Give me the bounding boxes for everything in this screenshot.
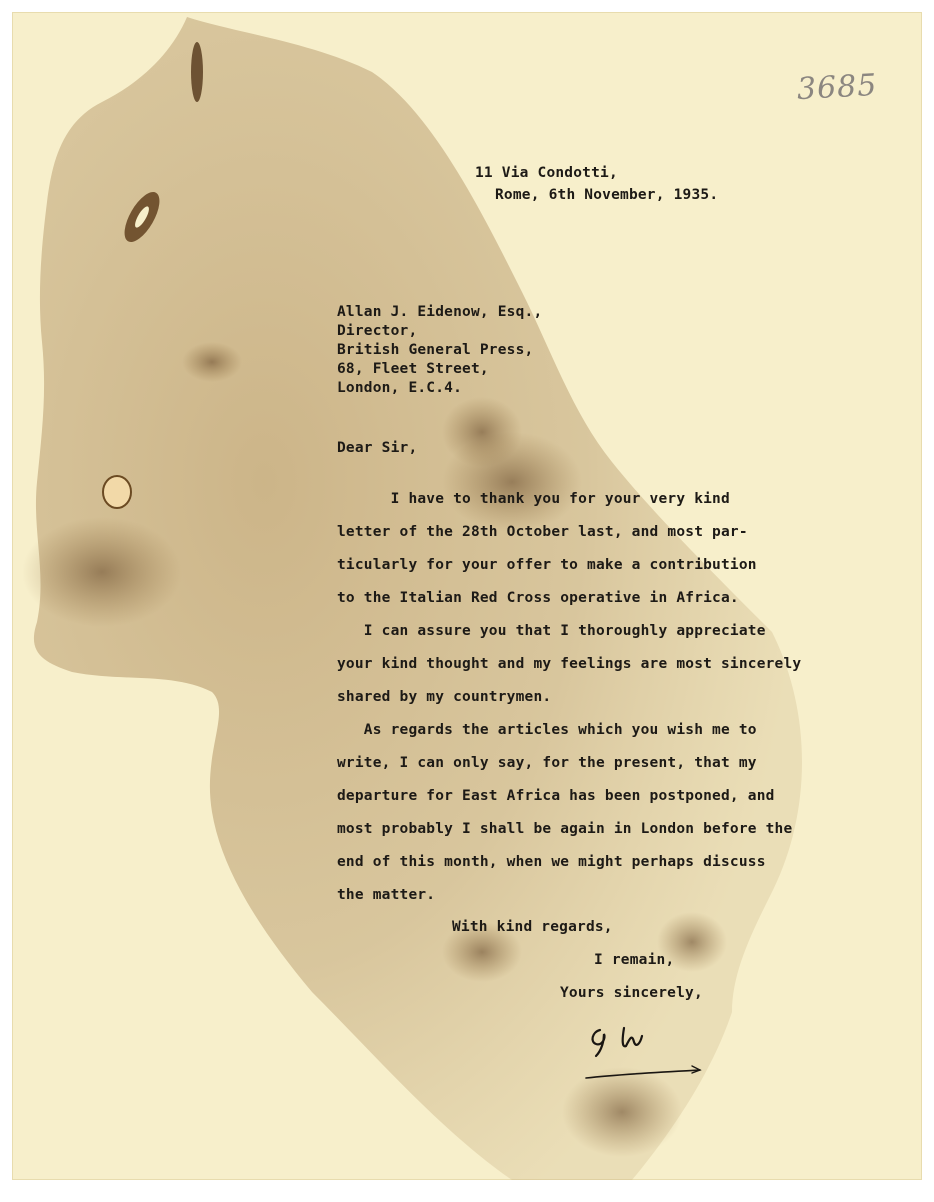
body-line: most probably I shall be again in London before the — [337, 821, 793, 837]
sender-address-line1: 11 Via Condotti, — [475, 165, 618, 181]
body-line: ticularly for your offer to make a contribution — [337, 557, 757, 573]
body-line: end of this month, when we might perhaps discuss — [337, 854, 766, 870]
letter-page — [12, 12, 922, 1180]
body-line: to the Italian Red Cross operative in Africa. — [337, 590, 739, 606]
body-line: your kind thought and my feelings are most sincerely — [337, 656, 802, 672]
salutation: Dear Sir, — [337, 440, 418, 456]
recipient-company: British General Press, — [337, 342, 534, 358]
recipient-city: London, E.C.4. — [337, 380, 463, 396]
body-line: letter of the 28th October last, and most par- — [337, 524, 748, 540]
sender-address-line2: Rome, 6th November, 1935. — [495, 187, 719, 203]
recipient-street: 68, Fleet Street, — [337, 361, 489, 377]
body-line: write, I can only say, for the present, that my — [337, 755, 757, 771]
recipient-name: Allan J. Eidenow, Esq., — [337, 304, 543, 320]
archive-number: 3685 — [796, 67, 879, 108]
body-line: departure for East Africa has been postponed, and — [337, 788, 775, 804]
recipient-title: Director, — [337, 323, 418, 339]
body-line: As regards the articles which you wish me to — [337, 722, 757, 738]
body-line: I can assure you that I thoroughly appreciate — [337, 623, 766, 639]
closing-regards: With kind regards, — [452, 919, 613, 935]
closing-remain: I remain, — [594, 952, 675, 968]
body-line: I have to thank you for your very kind — [337, 491, 730, 507]
closing-sincerely: Yours sincerely, — [560, 985, 703, 1001]
body-line: shared by my countrymen. — [337, 689, 552, 705]
body-line: the matter. — [337, 887, 436, 903]
handwritten-signature — [582, 1012, 712, 1092]
